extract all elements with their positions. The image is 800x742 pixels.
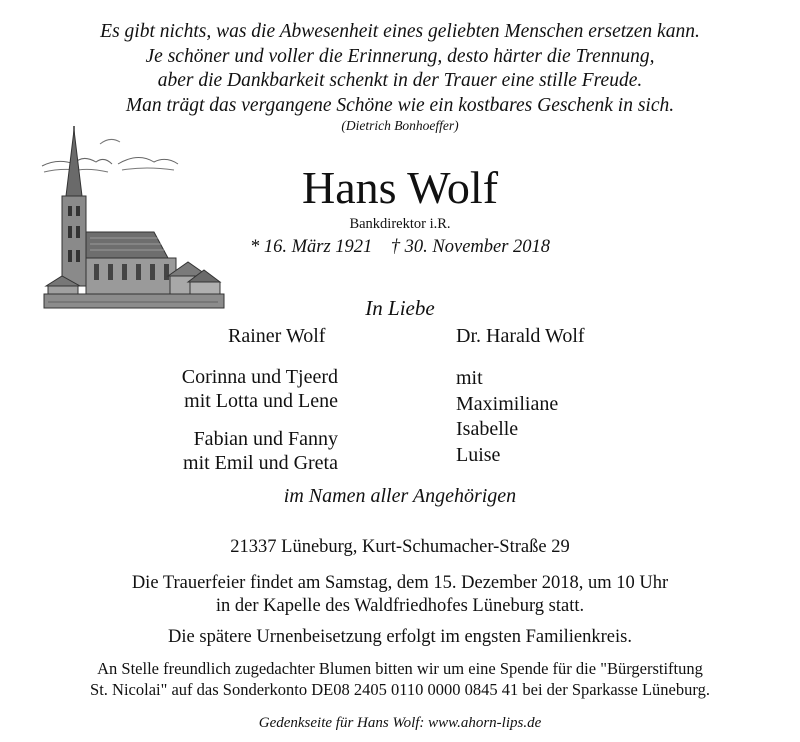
donation-line: An Stelle freundlich zugedachter Blumen bitten wir um eine Spende für die "Bürgerstiftung [97,659,703,678]
deceased-title: Bankdirektor i.R. [349,216,451,232]
memorial-page-link[interactable]: Gedenkseite für Hans Wolf: www.ahorn-lips.de [258,715,542,731]
mourner-rainer-wolf: Rainer Wolf [228,325,326,347]
donation-info [0,658,800,700]
mourner-harald-wolf: Dr. Harald Wolf [456,325,585,347]
family-group-fabian [130,427,338,475]
family-group-corinna [130,365,338,413]
quote-block [0,20,800,118]
family-group-harald [456,366,558,468]
family-line: mit [456,367,483,389]
quote-line: aber die Dankbarkeit schenkt in der Trauer eine stille Freude. [157,70,643,91]
closing-line: im Namen aller Angehörigen [283,485,517,507]
family-line: mit Lotta und Lene [184,390,338,412]
family-line: Corinna und Tjeerd [181,366,338,388]
family-line: Luise [456,443,501,466]
quote-author: (Dietrich Bonhoeffer) [341,118,459,133]
family-line: Maximiliane [456,392,559,415]
in-liebe-heading: In Liebe [365,296,435,320]
family-line: Isabelle [456,418,519,440]
service-line: in der Kapelle des Waldfriedhofes Lüneburg statt. [215,596,585,616]
life-dates: * 16. März 1921 † 30. November 2018 [249,237,551,257]
urn-info: Die spätere Urnenbeisetzung erfolgt im engsten Familienkreis. [168,627,632,647]
quote-line: Man trägt das vergangene Schöne wie ein kostbares Geschenk in sich. [125,94,675,116]
address: 21337 Lüneburg, Kurt-Schumacher-Straße 29 [230,537,570,557]
service-info [0,572,800,618]
service-line: Die Trauerfeier findet am Samstag, dem 15. Dezember 2018, um 10 Uhr [131,573,669,593]
deceased-name: Hans Wolf [301,162,499,213]
quote-line: Je schöner und voller die Erinnerung, desto härter die Trennung, [145,45,655,67]
quote-line: Es gibt nichts, was die Abwesenheit eines geliebten Menschen ersetzen kann. [100,21,700,42]
family-line: mit Emil und Greta [183,452,338,474]
donation-line: St. Nicolai" auf das Sonderkonto DE08 2405 0110 0000 0845 41 bei der Sparkasse Lüneburg. [90,680,710,699]
family-line: Fabian und Fanny [193,428,338,450]
